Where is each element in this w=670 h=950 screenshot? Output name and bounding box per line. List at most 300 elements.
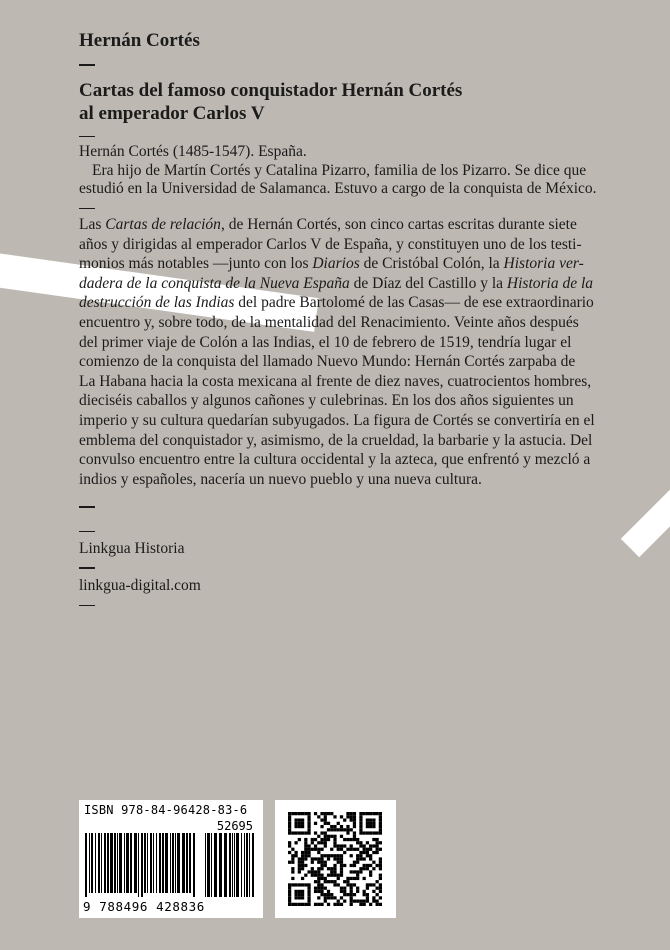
qr-module — [350, 893, 353, 896]
qr-module — [379, 861, 382, 864]
qr-module — [291, 861, 294, 864]
qr-module — [333, 854, 336, 857]
qr-module — [327, 857, 330, 860]
qr-module — [298, 822, 301, 825]
barcode-bar — [241, 833, 242, 897]
book-description — [79, 215, 619, 489]
qr-module — [343, 864, 346, 867]
desc-line: convulso encuentro entre la cultura occidental y la azteca, que enfrentó y mezcló a — [79, 451, 591, 469]
barcode-bar — [110, 833, 113, 893]
qr-module — [301, 854, 304, 857]
qr-module — [291, 870, 294, 873]
barcode-bar — [95, 833, 96, 893]
qr-module — [291, 883, 294, 886]
barcode-bar — [244, 833, 245, 897]
separator-dash — [79, 208, 95, 210]
qr-module — [346, 883, 349, 886]
qr-module — [340, 896, 343, 899]
qr-module — [330, 867, 333, 870]
qr-module — [324, 880, 327, 883]
qr-module — [356, 848, 359, 851]
qr-module — [379, 848, 382, 851]
qr-module — [307, 851, 310, 854]
qr-module — [366, 831, 369, 834]
qr-module — [337, 883, 340, 886]
qr-module — [372, 825, 375, 828]
qr-module — [346, 831, 349, 834]
desc-text: de Díaz del Castillo y la — [349, 274, 507, 292]
qr-module — [363, 848, 366, 851]
barcode-bar — [119, 833, 122, 893]
qr-module — [320, 812, 323, 815]
barcode-bar — [126, 833, 129, 893]
qr-module — [356, 874, 359, 877]
qr-module — [324, 864, 327, 867]
qr-module — [379, 877, 382, 880]
qr-module — [346, 812, 349, 815]
price-addon-code: 52695 — [216, 819, 253, 833]
qr-module — [304, 848, 307, 851]
qr-module — [359, 854, 362, 857]
qr-module — [372, 861, 375, 864]
qr-module — [372, 844, 375, 847]
qr-module — [366, 893, 369, 896]
qr-module — [333, 870, 336, 873]
desc-line: encuentro y, sobre todo, de la mentalidad del Renacimiento. Veinte años después — [79, 313, 579, 331]
qr-module — [294, 896, 297, 899]
qr-module — [311, 848, 314, 851]
qr-module — [379, 887, 382, 890]
qr-module — [359, 815, 362, 818]
qr-module — [307, 815, 310, 818]
barcode-bar — [141, 833, 143, 897]
qr-module — [369, 883, 372, 886]
barcode-bar — [205, 833, 206, 897]
qr-module — [346, 880, 349, 883]
qr-module — [320, 857, 323, 860]
qr-module — [353, 870, 356, 873]
qr-module — [376, 880, 379, 883]
qr-module — [363, 893, 366, 896]
bio-line: estudió en la Universidad de Salamanca. Estuvo a cargo de la conquista de México. — [79, 180, 597, 197]
qr-module — [298, 825, 301, 828]
qr-module — [307, 890, 310, 893]
separator-dash — [79, 136, 95, 138]
qr-module — [359, 828, 362, 831]
qr-module — [301, 877, 304, 880]
qr-module — [363, 867, 366, 870]
qr-module — [298, 883, 301, 886]
qr-module — [324, 841, 327, 844]
qr-module — [363, 890, 366, 893]
qr-module — [340, 861, 343, 864]
qr-module — [314, 812, 317, 815]
barcode-bar — [189, 833, 191, 893]
isbn-label: ISBN 978-84-96428-83-6 — [84, 803, 248, 817]
separator-dash — [79, 506, 95, 508]
qr-module — [337, 854, 340, 857]
qr-module — [350, 890, 353, 893]
qr-module — [376, 844, 379, 847]
qr-module — [298, 838, 301, 841]
qr-module — [288, 812, 291, 815]
qr-module — [353, 825, 356, 828]
qr-module — [340, 867, 343, 870]
qr-module — [317, 870, 320, 873]
decorative-stripe-right — [621, 482, 670, 557]
qr-module — [376, 831, 379, 834]
qr-module — [288, 887, 291, 890]
qr-module — [320, 893, 323, 896]
qr-module — [346, 877, 349, 880]
qr-module — [343, 887, 346, 890]
qr-module — [359, 825, 362, 828]
qr-module — [359, 851, 362, 854]
qr-module — [340, 835, 343, 838]
qr-module — [314, 887, 317, 890]
qr-module — [327, 903, 330, 906]
qr-module — [320, 841, 323, 844]
separator-dash — [79, 531, 95, 533]
desc-italic-title: destrucción de las Indias — [79, 294, 235, 312]
barcode-bar — [246, 833, 248, 897]
qr-module — [376, 841, 379, 844]
qr-module — [366, 812, 369, 815]
qr-module — [333, 874, 336, 877]
qr-module — [359, 900, 362, 903]
barcode-bar — [101, 833, 102, 893]
barcode-bar — [85, 833, 87, 897]
qr-module — [294, 854, 297, 857]
qr-module — [304, 857, 307, 860]
qr-module — [340, 870, 343, 873]
qr-module — [376, 893, 379, 896]
qr-module — [340, 903, 343, 906]
qr-module — [333, 838, 336, 841]
qr-module — [350, 854, 353, 857]
qr-module — [369, 831, 372, 834]
qr-module — [298, 870, 301, 873]
collection-name: Linkgua Historia — [79, 540, 185, 558]
qr-module — [301, 890, 304, 893]
qr-module — [294, 883, 297, 886]
qr-module — [288, 861, 291, 864]
qr-module — [363, 903, 366, 906]
qr-module — [317, 848, 320, 851]
qr-module — [304, 864, 307, 867]
qr-module — [301, 822, 304, 825]
qr-module — [343, 838, 346, 841]
qr-module — [307, 844, 310, 847]
qr-module — [359, 812, 362, 815]
qr-module — [304, 854, 307, 857]
qr-module — [288, 883, 291, 886]
qr-module — [307, 887, 310, 890]
qr-module — [369, 903, 372, 906]
qr-module — [337, 822, 340, 825]
qr-module — [294, 851, 297, 854]
qr-module — [333, 841, 336, 844]
qr-code-image — [288, 812, 382, 906]
qr-module — [327, 835, 330, 838]
qr-module — [327, 874, 330, 877]
qr-module — [317, 887, 320, 890]
qr-module — [294, 825, 297, 828]
author-heading: Hernán Cortés — [79, 30, 200, 51]
desc-italic-title: Cartas de relación — [105, 216, 221, 233]
qr-module — [379, 903, 382, 906]
qr-module — [327, 880, 330, 883]
qr-module — [333, 883, 336, 886]
qr-module — [327, 890, 330, 893]
qr-module — [314, 857, 317, 860]
barcode-bar — [234, 833, 235, 897]
book-title: Cartas del famoso conquistador Hernán Cortés al emperador Carlos V — [79, 79, 463, 124]
qr-module — [324, 844, 327, 847]
qr-module — [372, 896, 375, 899]
qr-module — [298, 812, 301, 815]
qr-module — [353, 815, 356, 818]
qr-module — [314, 848, 317, 851]
qr-module — [333, 815, 336, 818]
qr-module — [327, 854, 330, 857]
qr-module — [363, 900, 366, 903]
desc-italic-title: Historia ver- — [503, 255, 584, 273]
qr-module — [379, 896, 382, 899]
barcode-bar — [165, 833, 168, 893]
qr-module — [379, 812, 382, 815]
barcode-bar — [177, 833, 180, 893]
qr-module — [324, 893, 327, 896]
qr-module — [359, 822, 362, 825]
qr-module — [288, 844, 291, 847]
qr-module — [356, 841, 359, 844]
qr-module — [343, 880, 346, 883]
bio-line: Era hijo de Martín Cortés y Catalina Pizarro, familia de los Pizarro. Se dice que — [92, 161, 587, 179]
qr-module — [301, 867, 304, 870]
qr-module — [369, 822, 372, 825]
qr-module — [294, 903, 297, 906]
qr-module — [359, 841, 362, 844]
qr-module — [317, 896, 320, 899]
barcode-bar — [104, 833, 106, 893]
qr-module — [327, 822, 330, 825]
qr-module — [324, 822, 327, 825]
qr-module — [376, 903, 379, 906]
qr-module — [294, 822, 297, 825]
qr-module — [301, 825, 304, 828]
qr-module — [330, 825, 333, 828]
qr-module — [301, 851, 304, 854]
qr-module — [320, 864, 323, 867]
qr-module — [369, 844, 372, 847]
qr-module — [337, 900, 340, 903]
qr-module — [324, 896, 327, 899]
qr-module — [337, 874, 340, 877]
qr-module — [304, 874, 307, 877]
qr-module — [288, 841, 291, 844]
qr-module — [324, 818, 327, 821]
separator-dash — [79, 605, 95, 607]
qr-module — [372, 867, 375, 870]
qr-module — [359, 870, 362, 873]
qr-module — [304, 903, 307, 906]
qr-module — [307, 893, 310, 896]
desc-italic-title: Diarios — [312, 255, 360, 273]
qr-module — [314, 822, 317, 825]
qr-module — [372, 890, 375, 893]
qr-module — [330, 812, 333, 815]
qr-module — [363, 812, 366, 815]
qr-module — [314, 890, 317, 893]
barcode-bar — [89, 833, 90, 893]
qr-module — [376, 864, 379, 867]
qr-module — [298, 890, 301, 893]
barcode-bar — [138, 833, 139, 897]
desc-italic-title: Historia de la — [506, 274, 594, 292]
qr-module — [314, 870, 317, 873]
qr-module — [376, 900, 379, 903]
qr-module — [288, 828, 291, 831]
qr-module — [301, 857, 304, 860]
qr-module — [379, 815, 382, 818]
qr-module — [320, 883, 323, 886]
qr-module — [301, 896, 304, 899]
desc-line: dieciséis caballos y algunos cañones y culebrinas. En los dos años siguientes un — [79, 392, 574, 410]
barcode-bar — [193, 833, 195, 897]
separator-dash — [79, 64, 95, 66]
qr-module — [324, 815, 327, 818]
qr-module — [291, 867, 294, 870]
qr-module — [324, 831, 327, 834]
qr-module — [288, 893, 291, 896]
qr-module — [333, 880, 336, 883]
qr-module — [288, 851, 291, 854]
qr-module — [353, 861, 356, 864]
qr-module — [372, 851, 375, 854]
barcode-bar — [252, 833, 254, 897]
qr-module — [346, 893, 349, 896]
qr-module — [333, 825, 336, 828]
qr-module — [320, 848, 323, 851]
qr-module — [291, 848, 294, 851]
qr-module — [356, 900, 359, 903]
qr-module — [311, 874, 314, 877]
qr-module — [337, 844, 340, 847]
qr-module — [346, 848, 349, 851]
qr-module — [288, 815, 291, 818]
qr-module — [294, 841, 297, 844]
qr-module — [324, 838, 327, 841]
qr-module — [343, 828, 346, 831]
desc-text: , de Hernán Cortés, son cinco cartas escritas durante siete — [220, 216, 577, 233]
qr-module — [363, 844, 366, 847]
barcode-bar — [214, 833, 217, 897]
qr-module — [304, 883, 307, 886]
qr-module — [350, 887, 353, 890]
qr-module — [317, 874, 320, 877]
qr-module — [317, 883, 320, 886]
qr-module — [350, 848, 353, 851]
qr-module — [369, 857, 372, 860]
qr-module — [350, 903, 353, 906]
qr-module — [372, 900, 375, 903]
qr-module — [330, 848, 333, 851]
qr-module — [366, 851, 369, 854]
qr-module — [298, 861, 301, 864]
qr-module — [369, 818, 372, 821]
barcode-bar — [229, 833, 231, 897]
qr-module — [372, 812, 375, 815]
qr-module — [366, 883, 369, 886]
qr-module — [356, 861, 359, 864]
qr-module — [317, 851, 320, 854]
qr-module — [311, 867, 314, 870]
qr-module — [298, 818, 301, 821]
qr-module — [379, 818, 382, 821]
qr-module — [350, 896, 353, 899]
barcode-bar — [130, 833, 132, 893]
qr-module — [369, 874, 372, 877]
qr-module — [337, 877, 340, 880]
qr-module — [314, 844, 317, 847]
qr-module — [320, 838, 323, 841]
qr-module — [359, 844, 362, 847]
qr-module — [356, 890, 359, 893]
desc-text: monios más notables —junto con los — [79, 255, 313, 273]
qr-module — [298, 831, 301, 834]
qr-module — [372, 822, 375, 825]
qr-module — [301, 864, 304, 867]
qr-module — [301, 893, 304, 896]
qr-module — [350, 864, 353, 867]
qr-module — [379, 831, 382, 834]
qr-module — [288, 890, 291, 893]
qr-module — [372, 831, 375, 834]
qr-module — [369, 812, 372, 815]
qr-module — [353, 822, 356, 825]
qr-module — [307, 831, 310, 834]
qr-module — [366, 896, 369, 899]
qr-module — [320, 874, 323, 877]
barcode-bar — [147, 833, 148, 893]
desc-italic-title: dadera de la conquista de la Nueva España — [79, 274, 350, 292]
qr-module — [288, 822, 291, 825]
qr-module — [369, 864, 372, 867]
qr-module — [346, 838, 349, 841]
qr-module — [291, 903, 294, 906]
qr-module — [307, 848, 310, 851]
qr-module — [324, 877, 327, 880]
qr-module — [320, 854, 323, 857]
qr-module — [340, 874, 343, 877]
qr-module — [301, 818, 304, 821]
qr-module — [317, 890, 320, 893]
barcode-bar — [117, 833, 118, 893]
qr-module — [324, 854, 327, 857]
qr-module — [298, 867, 301, 870]
qr-module — [372, 838, 375, 841]
qr-module — [327, 893, 330, 896]
qr-module — [343, 900, 346, 903]
qr-module — [307, 903, 310, 906]
qr-module — [294, 818, 297, 821]
qr-module — [330, 835, 333, 838]
ean-digits: 9 788496 428836 — [83, 899, 205, 914]
qr-module — [288, 818, 291, 821]
qr-module — [304, 851, 307, 854]
barcode-bar — [211, 833, 212, 897]
